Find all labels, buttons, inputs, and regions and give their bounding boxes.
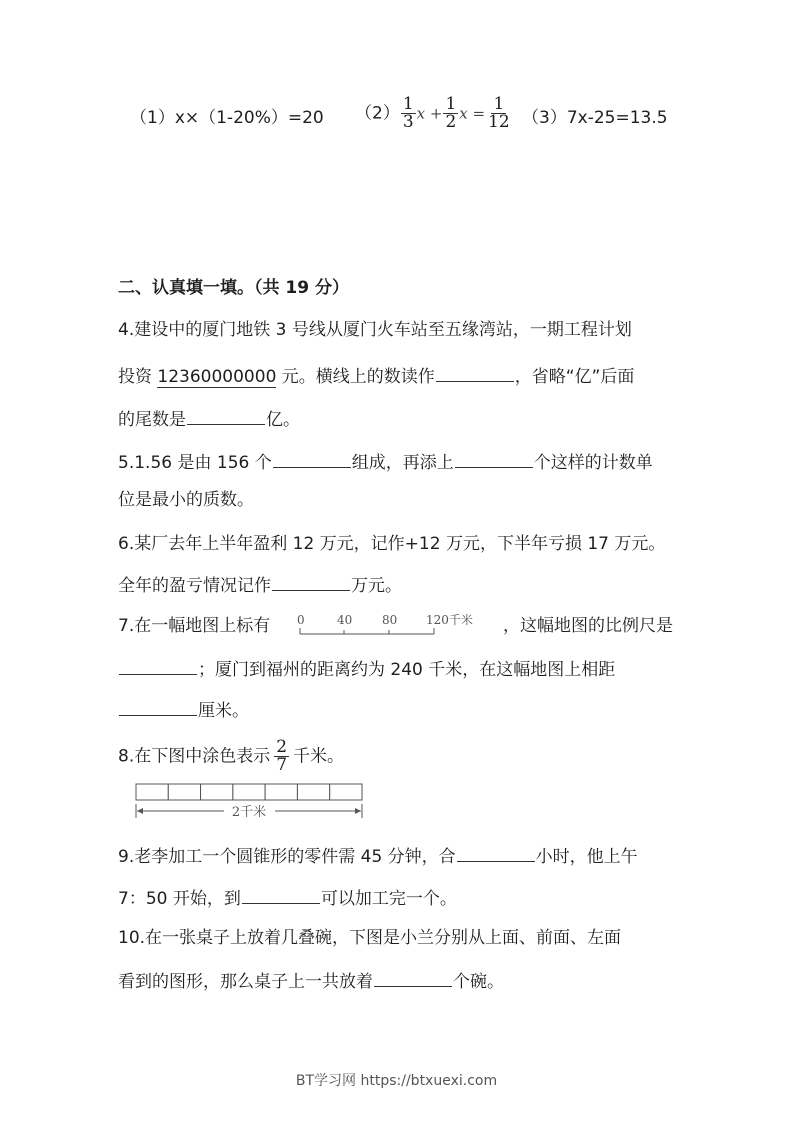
fraction-two-sevenths: $\frac{2}{7}$ [276,737,288,775]
answer-blank[interactable] [457,843,535,862]
scale-label-0: 0 [297,613,305,627]
arrowhead-left-icon [137,808,143,814]
bar-segment[interactable] [136,784,168,800]
answer-blank[interactable] [272,572,350,591]
bar-segment[interactable] [233,784,265,800]
fraction-one-third: $\frac{1}{3}$ [402,94,414,132]
answer-blank[interactable] [436,363,514,382]
arrowhead-right-icon [355,808,361,814]
equation-2-term-2: x = [459,104,486,123]
bar-segment[interactable] [265,784,297,800]
q4-line-3: 的尾数是 亿。 [118,406,300,432]
fraction-one-twelfth: $\frac{1}{12}$ [488,94,510,132]
equation-2-prefix: （2） [355,103,400,124]
q6-line-2: 全年的盈亏情况记作 万元。 [118,572,402,598]
q8-line-1: 8.在下图中涂色表示 $\frac{2}{7}$ 千米。 [118,737,345,775]
answer-blank[interactable] [273,449,351,468]
equation-2 [355,96,513,131]
answer-blank[interactable] [119,656,197,675]
q7-line-3: 厘米。 [118,697,249,723]
answer-blank[interactable] [374,968,452,987]
footer-watermark: BT学习网 https://btxuexi.com [295,1073,498,1089]
q9-line-1: 9.老李加工一个圆锥形的零件需 45 分钟，合 小时，他上午 [118,843,638,869]
scale-label-80: 80 [382,613,398,627]
answer-blank[interactable] [242,885,320,904]
q6-line-1: 6.某厂去年上半年盈利 12 万元，记作+12 万元，下半年亏损 17 万元。 [118,534,666,554]
section-title: 二、认真填一填。（共 19 分） [118,278,349,298]
q4-line-2: 投资 12360000000 元。横线上的数读作 ，省略“亿”后面 [118,363,634,389]
q10-line-1: 10.在一张桌子上放着几叠碗，下图是小兰分别从上面、前面、左面 [118,928,622,948]
q7-line-2: ；厦门到福州的距离约为 240 千米，在这幅地图上相距 [118,656,615,682]
segment-bar-diagram [132,782,368,822]
bar-segment[interactable] [330,784,362,800]
equation-3: （3）7x-25=13.5 [522,108,668,128]
answer-blank[interactable] [119,697,197,716]
q5-line-1: 5.1.56 是由 156 个 组成，再添上 个这样的计数单 [118,449,653,475]
bar-segment[interactable] [201,784,233,800]
underlined-number: 12360000000 [157,367,277,387]
q10-line-2: 看到的图形，那么桌子上一共放着 个碗。 [118,968,504,994]
answer-blank[interactable] [187,406,265,425]
q7-line-1-tail: ，这幅地图的比例尺是 [503,616,673,636]
bar-segments [136,784,362,800]
q5-line-2: 位是最小的质数。 [118,490,254,510]
answer-blank[interactable] [455,449,533,468]
q7-line-1: 7.在一幅地图上标有 [118,616,271,636]
equation-2-term-1: x + [416,104,443,123]
scale-label-120: 120千米 [426,613,473,627]
fraction-one-half: $\frac{1}{2}$ [445,94,457,132]
q4-line-1: 4.建设中的厦门地铁 3 号线从厦门火车站至五缘湾站，一期工程计划 [118,320,632,340]
bar-label: 2千米 [231,805,267,820]
q9-line-2: 7：50 开始，到 可以加工完一个。 [118,885,457,911]
bar-segment[interactable] [297,784,329,800]
scale-label-40: 40 [337,613,353,627]
map-scale-bar [292,608,502,640]
equation-1: （1）x×（1-20%）=20 [130,108,324,128]
bar-segment[interactable] [168,784,200,800]
